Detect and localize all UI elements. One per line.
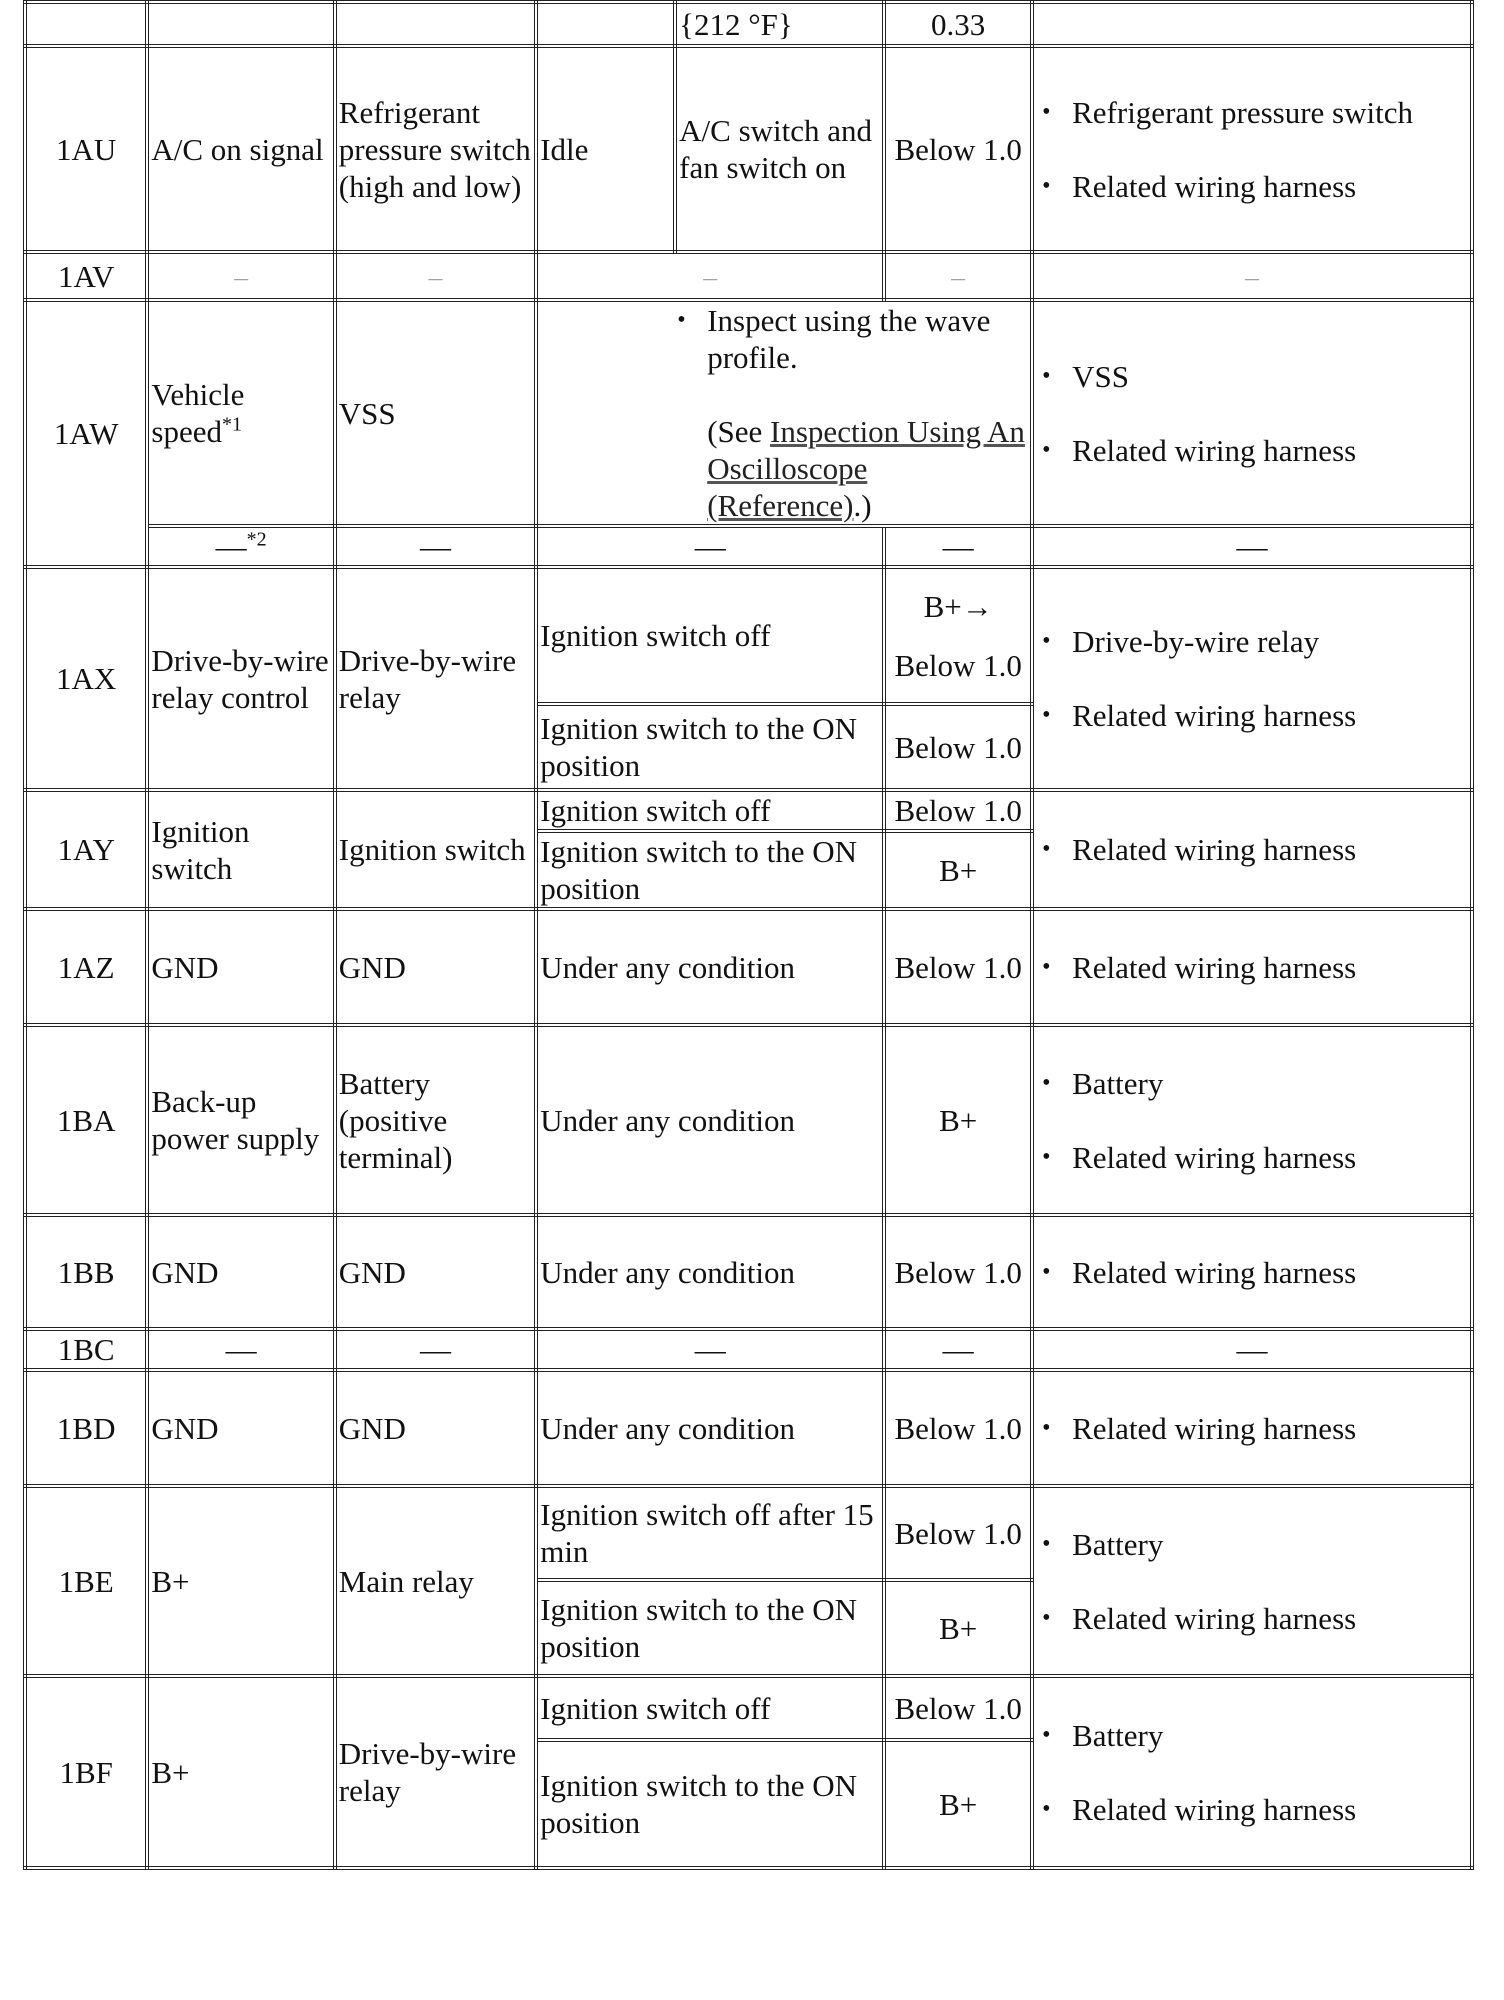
cell-voltage: Below 1.0 — [884, 1370, 1032, 1486]
cell-signal — [147, 526, 334, 567]
cell-condition: Ignition switch off — [536, 567, 884, 704]
cell-terminal: 1BF — [25, 1676, 147, 1868]
cell-voltage — [884, 252, 1032, 300]
cell-condition-temperature: {212 °F} — [675, 2, 884, 46]
cell-condition: Ignition switch to the ON position — [536, 1740, 884, 1868]
table-row-1BF — [25, 1676, 1472, 1740]
inspection-list — [1036, 358, 1468, 469]
cell-inspection — [1032, 1370, 1472, 1486]
condition-text: Inspect using the wave profile. — [707, 303, 991, 375]
cell-inspection — [1032, 1676, 1472, 1868]
table-row-1BB — [25, 1215, 1472, 1329]
cell-condition: Ignition switch off — [536, 1676, 884, 1740]
inspection-item: • Related wiring harness — [1072, 168, 1468, 205]
cell-connected-to: — — [335, 1329, 536, 1370]
cell-condition: Under any condition — [536, 1025, 884, 1215]
cell-condition: Ignition switch off — [536, 790, 884, 831]
cell-inspection — [1032, 1486, 1472, 1676]
cell-connected-to: VSS — [335, 300, 536, 526]
see-reference — [707, 413, 1028, 524]
cell-condition — [536, 252, 884, 300]
cell-condition — [536, 300, 1032, 526]
inspection-list — [1036, 831, 1468, 868]
cell-inspection — [1032, 1025, 1472, 1215]
cell-inspection — [1032, 46, 1472, 252]
inspection-item: • Related wiring harness — [1072, 831, 1468, 868]
cell-inspection — [1032, 300, 1472, 526]
cell-condition: — — [536, 1329, 884, 1370]
cell-voltage: Below 1.0 — [884, 1676, 1032, 1740]
inspection-item: • Related wiring harness — [1072, 949, 1468, 986]
inspection-list — [1036, 1254, 1468, 1291]
voltage-line: B+→ — [923, 588, 993, 624]
inspection-item: • Related wiring harness — [1072, 1791, 1468, 1828]
inspection-item: • Drive-by-wire relay — [1072, 623, 1468, 660]
cell-connected-to: GND — [335, 1215, 536, 1329]
footnote-mark: *1 — [221, 413, 242, 436]
cell-terminal: 1BB — [25, 1215, 147, 1329]
cell-condition: Ignition switch to the ON position — [536, 704, 884, 790]
cell-condition: Ignition switch to the ON position — [536, 831, 884, 909]
cell-voltage: Below 1.0 — [884, 909, 1032, 1025]
cell-condition: Ignition switch off after 15 min — [536, 1486, 884, 1580]
inspection-list — [1036, 1065, 1468, 1176]
inspection-item: • Related wiring harness — [1072, 1254, 1468, 1291]
cell-signal: B+ — [147, 1486, 334, 1676]
table-row-1AV — [25, 252, 1472, 300]
cell-connected-to: Drive-by-wire relay — [335, 567, 536, 790]
inspection-list — [1036, 1410, 1468, 1447]
inspection-list — [1036, 1717, 1468, 1828]
cell-connected-to: GND — [335, 909, 536, 1025]
cell-signal: B+ — [147, 1676, 334, 1868]
cell-connected-to: Drive-by-wire relay — [335, 1676, 536, 1868]
cell-signal: Back-up power supply — [147, 1025, 334, 1215]
cell-voltage: Below 1.0 — [884, 46, 1032, 252]
cell-inspection — [1032, 1215, 1472, 1329]
cell-condition: Under any condition — [536, 1215, 884, 1329]
cell-voltage — [884, 567, 1032, 704]
cell-condition-a: Idle — [536, 46, 675, 252]
cell-voltage: Below 1.0 — [884, 1215, 1032, 1329]
inspection-list — [1036, 94, 1468, 205]
table-row-1AZ — [25, 909, 1472, 1025]
cell-signal — [147, 252, 334, 300]
cell-terminal: 1BE — [25, 1486, 147, 1676]
voltage-line: Below 1.0 — [894, 647, 1022, 683]
cell-connected-to — [335, 252, 536, 300]
cell-condition: Under any condition — [536, 1370, 884, 1486]
cell-connected-to — [335, 2, 536, 46]
cell-voltage: — — [884, 526, 1032, 567]
dash-mark: — — [234, 272, 249, 287]
table-row-1AX — [25, 567, 1472, 704]
inspection-list — [1036, 1526, 1468, 1637]
cell-voltage: B+ — [884, 831, 1032, 909]
cell-inspection — [1032, 2, 1472, 46]
cell-inspection: — — [1032, 526, 1472, 567]
dash-mark: — — [703, 272, 718, 287]
table-row-continuation — [25, 2, 1472, 46]
dash-mark: — — [428, 272, 443, 287]
table-row-1AU — [25, 46, 1472, 252]
footnote-mark: *2 — [246, 528, 267, 551]
cell-connected-to: Battery (positive terminal) — [335, 1025, 536, 1215]
cell-signal — [147, 300, 334, 526]
inspection-item: • Related wiring harness — [1072, 1139, 1468, 1176]
table-row-1BC — [25, 1329, 1472, 1370]
cell-terminal: 1AX — [25, 567, 147, 790]
cell-condition: — — [536, 526, 884, 567]
cell-inspection: — — [1032, 1329, 1472, 1370]
see-prefix: (See — [707, 414, 771, 449]
cell-voltage: B+ — [884, 1025, 1032, 1215]
see-suffix: .) — [853, 488, 872, 523]
dash-mark: — — [1245, 272, 1260, 287]
table-row-1BE — [25, 1486, 1472, 1580]
cell-connected-to: Main relay — [335, 1486, 536, 1676]
cell-terminal: 1AY — [25, 790, 147, 909]
inspection-item: • Battery — [1072, 1717, 1468, 1754]
signal-text: Vehicle speed — [151, 377, 245, 449]
inspection-list — [1036, 623, 1468, 734]
cell-signal: A/C on signal — [147, 46, 334, 252]
inspection-item: • Related wiring harness — [1072, 432, 1468, 469]
cell-voltage: Below 1.0 — [884, 704, 1032, 790]
cell-terminal: 1BD — [25, 1370, 147, 1486]
inspection-list — [1036, 949, 1468, 986]
cell-inspection — [1032, 909, 1472, 1025]
inspection-item: • Battery — [1072, 1065, 1468, 1102]
cell-signal: GND — [147, 1370, 334, 1486]
cell-voltage: — — [884, 1329, 1032, 1370]
cell-inspection — [1032, 252, 1472, 300]
dash-mark: — — [215, 529, 247, 564]
inspection-item: • Related wiring harness — [1072, 1600, 1468, 1637]
cell-terminal: 1AW — [25, 300, 147, 567]
inspection-item: • VSS — [1072, 358, 1468, 395]
cell-terminal: 1BA — [25, 1025, 147, 1215]
cell-terminal: 1AZ — [25, 909, 147, 1025]
cell-connected-to: GND — [335, 1370, 536, 1486]
table-row-1BA — [25, 1025, 1472, 1215]
cell-voltage: Below 1.0 — [884, 790, 1032, 831]
condition-list — [540, 302, 1028, 524]
cell-voltage: B+ — [884, 1580, 1032, 1676]
inspection-item: • Related wiring harness — [1072, 697, 1468, 734]
oscilloscope-inspection-link[interactable]: Inspection Using An Oscilloscope (Reference) — [707, 414, 1025, 523]
dash-mark: — — [951, 272, 966, 287]
condition-item — [707, 302, 1028, 524]
cell-signal: Drive-by-wire relay control — [147, 567, 334, 790]
cell-condition-a — [536, 2, 675, 46]
terminal-voltage-table-page — [23, 0, 1474, 1870]
cell-connected-to: — — [335, 526, 536, 567]
table-row-1AY — [25, 790, 1472, 831]
cell-terminal — [25, 2, 147, 46]
cell-signal: — — [147, 1329, 334, 1370]
cell-signal: Ignition switch — [147, 790, 334, 909]
cell-inspection — [1032, 567, 1472, 790]
cell-condition: Ignition switch to the ON position — [536, 1580, 884, 1676]
cell-connected-to: Ignition switch — [335, 790, 536, 909]
cell-terminal: 1AV — [25, 252, 147, 300]
cell-terminal: 1AU — [25, 46, 147, 252]
cell-connected-to: Refrigerant pressure switch (high and low) — [335, 46, 536, 252]
cell-signal: GND — [147, 909, 334, 1025]
cell-condition: Under any condition — [536, 909, 884, 1025]
terminal-voltage-table — [23, 0, 1474, 1870]
cell-voltage: Below 1.0 — [884, 1486, 1032, 1580]
inspection-item: • Battery — [1072, 1526, 1468, 1563]
cell-condition-b: A/C switch and fan switch on — [675, 46, 884, 252]
table-row-1AW — [25, 300, 1472, 526]
cell-signal: GND — [147, 1215, 334, 1329]
cell-terminal: 1BC — [25, 1329, 147, 1370]
cell-voltage: 0.33 — [884, 2, 1032, 46]
cell-voltage: B+ — [884, 1740, 1032, 1868]
cell-signal — [147, 2, 334, 46]
inspection-item: • Related wiring harness — [1072, 1410, 1468, 1447]
table-row-1AW-sub — [25, 526, 1472, 567]
cell-inspection — [1032, 790, 1472, 909]
table-row-1BD — [25, 1370, 1472, 1486]
inspection-item: • Refrigerant pressure switch — [1072, 94, 1468, 131]
